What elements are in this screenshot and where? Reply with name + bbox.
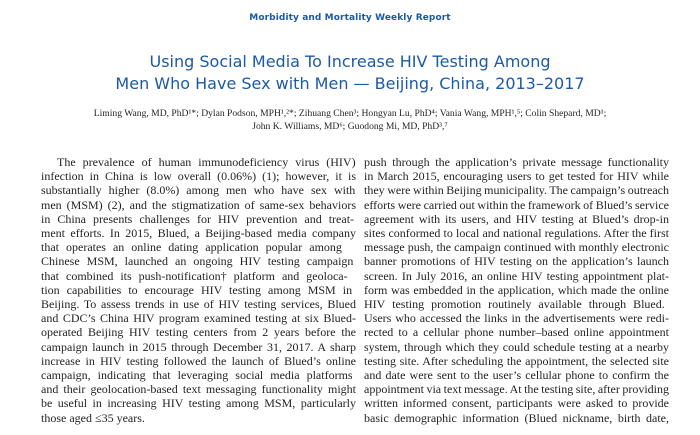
body-text-line: that operates an online dating application popular among <box>41 240 342 255</box>
author-line: Liming Wang, MD, PhD¹*; Dylan Podson, MPH¹,²*; Zihuang Chen³; Hongyan Lu, PhD⁴; Vania Wang, MPH¹,⁵; Colin Shepard, MD¹; <box>93 108 607 119</box>
body-text-line: sites conformed to local and national regulations. After the first <box>364 226 669 241</box>
body-text-line: substantially higher (8.0%) among men who have sex with <box>41 183 356 198</box>
body-text-line: and date were sent to the user’s cellular phone to confirm the <box>364 368 669 383</box>
body-text-line: basic demographic information (Blued nickname, birth date, <box>364 410 669 425</box>
title-line: Using Social Media To Increase HIV Testing Among <box>149 52 551 71</box>
article-title <box>0 51 700 95</box>
body-text-line: message push, the campaign continued with monthly electronic <box>364 240 669 255</box>
body-text-line: in March 2015, encouraging users to get tested for HIV while <box>364 169 669 184</box>
body-text-line: that combined its push-notification† platform and geoloca- <box>41 268 348 283</box>
body-text-line: Users who accessed the links in the advertisements were redi- <box>364 311 669 326</box>
body-column-right <box>364 155 669 425</box>
body-text-line: testing site. After scheduling the appointment, the selected site <box>364 353 669 368</box>
body-text-line: appointment via text message. At the testing site, after providing <box>364 382 669 397</box>
body-text-line: screen. In July 2016, an online HIV testing appointment plat- <box>364 268 669 283</box>
body-text-line: rected to a cellular phone number–based online appointment <box>364 325 669 340</box>
body-text-line: tion capabilities to encourage HIV testing among MSM in <box>41 282 353 297</box>
journal-header: Morbidity and Mortality Weekly Report <box>249 13 451 23</box>
body-text-line: push through the application’s private message functionality <box>364 155 669 169</box>
author-list <box>30 107 670 133</box>
body-text-line: and their geolocation-based text messaging functionality might <box>41 382 356 397</box>
body-text-line: form was embedded in the application, which made the online <box>364 282 669 297</box>
body-text-line: campaign, indicating that leveraging social media platforms <box>41 368 353 383</box>
body-text-line: banner promotions of HIV testing on the application’s launch <box>364 254 669 269</box>
body-text-line: they were within Beijing municipality. The campaign’s outreach <box>364 183 670 198</box>
body-text-line: The prevalence of human immunodeficiency virus (HIV) <box>57 155 356 169</box>
title-line: Men Who Have Sex with Men — Beijing, China, 2013–2017 <box>115 74 585 93</box>
body-text-line: infection in China is low overall (0.06%) (1); however, it is <box>41 169 356 184</box>
author-line: John K. Williams, MD⁶; Guodong Mi, MD, PhD³,⁷ <box>252 121 448 132</box>
body-text-line: Chinese MSM, launched an ongoing HIV testing campaign <box>41 254 354 269</box>
body-text-line: in China presents challenges for HIV prevention and treat- <box>41 211 355 226</box>
body-text-line: Beijing. To assess trends in use of HIV testing services, Blued <box>41 297 356 312</box>
body-text-line: ment efforts. In 2015, Blued, a Beijing-based media company <box>41 226 356 241</box>
body-text-line: men (MSM) (2), and the stigmatization of same-sex behaviors <box>41 197 356 212</box>
body-text-line: efforts were carried out within the framework of Blued’s service <box>364 197 669 212</box>
body-column-left <box>41 155 356 425</box>
body-text-line: those aged ≤35 years. <box>41 410 145 425</box>
body-text-line: system, through which they could schedule testing at a nearby <box>364 339 669 354</box>
body-text-line: be useful in increasing HIV testing among MSM, particularly <box>41 396 356 411</box>
body-text-line: agreement with its users, and HIV testing at Blued’s drop-in <box>364 211 669 226</box>
body-text-line: written informed consent, participants were asked to provide <box>364 396 669 411</box>
body-text-line: campaign launch in 2015 through December 31, 2017. A sharp <box>41 339 356 354</box>
body-text-line: increase in HIV testing followed the launch of Blued’s online <box>41 353 356 368</box>
body-text-line: and CDC’s China HIV program examined testing at six Blued- <box>41 311 356 326</box>
body-text-line: operated Beijing HIV testing centers from 2 years before the <box>41 325 356 340</box>
body-text-line: HIV testing promotion routinely available through Blued. <box>364 297 665 312</box>
